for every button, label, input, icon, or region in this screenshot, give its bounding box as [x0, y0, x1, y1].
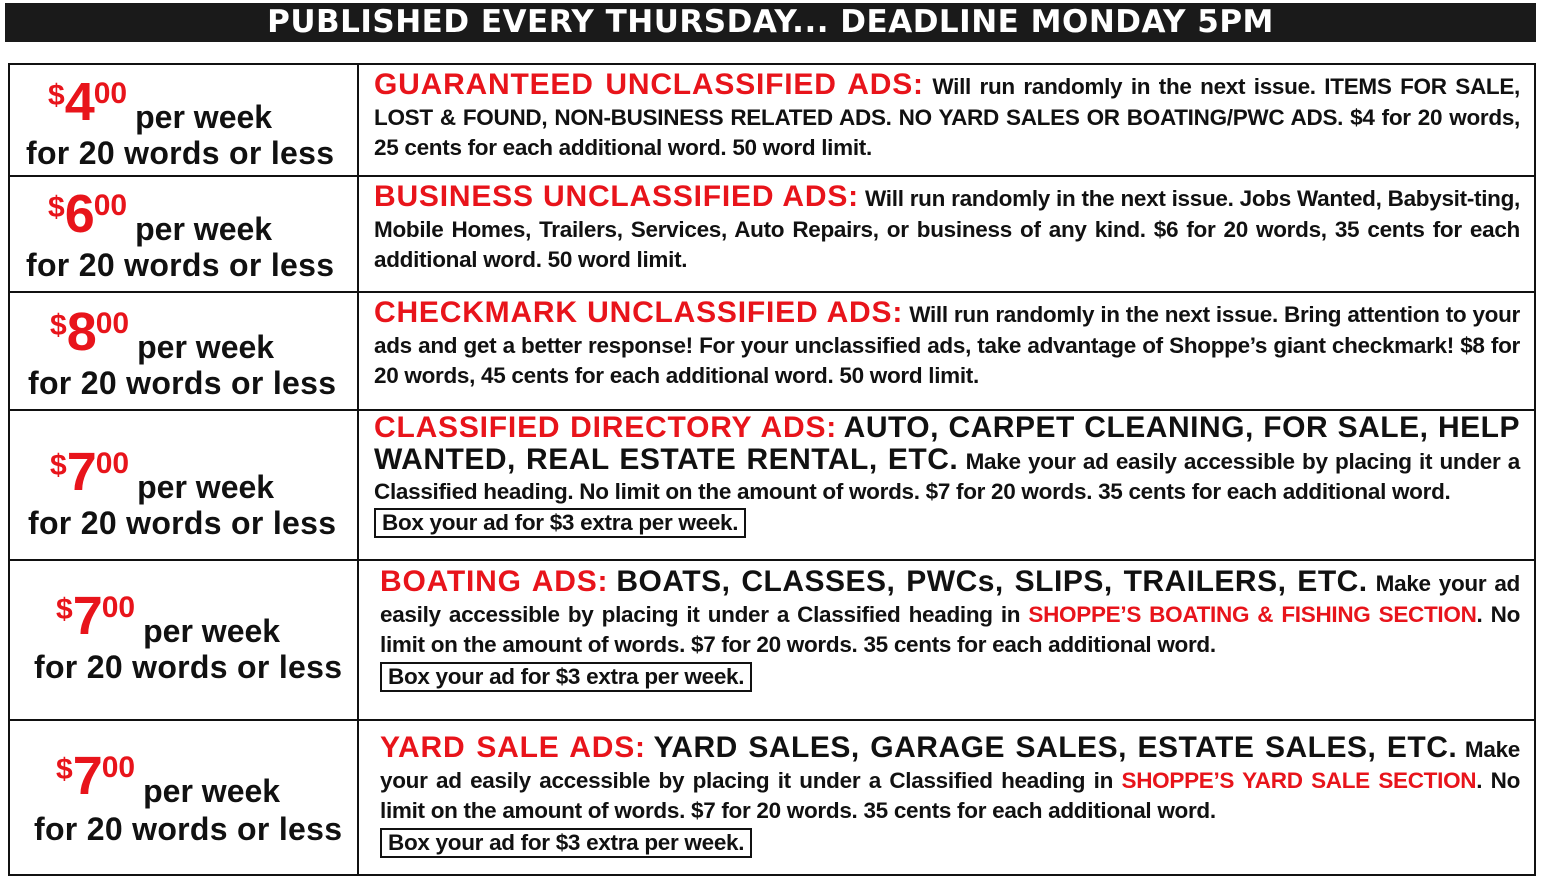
section-name: SHOPPE’S BOATING & FISHING SECTION: [1028, 601, 1477, 627]
ad-type-heading: CHECKMARK UNCLASSIFIED ADS:: [374, 296, 904, 329]
rate-row-classified-directory: [10, 411, 1534, 561]
price-amount: 7: [72, 746, 102, 806]
price-cell: [10, 177, 359, 291]
rate-row-checkmark: [10, 293, 1534, 411]
ad-type-heading: BOATING ADS:: [380, 565, 609, 598]
per-week-label: per week: [135, 211, 273, 247]
word-count-label: for 20 words or less: [34, 811, 343, 847]
per-week-label: per week: [137, 469, 275, 505]
word-count-label: for 20 words or less: [28, 365, 337, 401]
price: [56, 586, 281, 649]
price-cell: [10, 293, 359, 409]
ad-categories: AUTO, CARPET CLEANING, FOR SALE, HELP WANTED, REAL ESTATE RENTAL, ETC.: [374, 411, 1520, 476]
ad-type-heading: BUSINESS UNCLASSIFIED ADS:: [374, 180, 859, 213]
ad-description-continued: . No limit on the amount of words. $7 for 20 words. 35 cents for each additional word.: [380, 767, 1521, 823]
rate-row-yard-sale: [10, 721, 1534, 874]
per-week-label: per week: [137, 329, 275, 365]
ad-type-heading: CLASSIFIED DIRECTORY ADS:: [374, 411, 838, 444]
word-count-label: for 20 words or less: [26, 135, 335, 171]
description-cell: [359, 65, 1534, 175]
dollar-sign: $: [50, 309, 67, 342]
per-week-label: per week: [135, 99, 273, 135]
price: [56, 746, 281, 809]
rate-row-guaranteed: [10, 65, 1534, 177]
description-cell: [359, 411, 1534, 559]
ad-description: Will run randomly in the next issue. Jobs Wanted, Babysit-ting, Mobile Homes, Trailers, Services, Auto Repairs, or business of any kind. $6 for 20 words, 35 cents for each additional word. 50 word limit.: [374, 186, 1520, 272]
dollar-sign: $: [56, 593, 73, 626]
box-ad-note: Box your ad for $3 extra per week.: [374, 508, 746, 538]
per-week-label: per week: [143, 773, 281, 809]
per-week-label: per week: [143, 613, 281, 649]
ad-description: Make your ad easily accessible by placing it under a Classified heading in: [380, 737, 1521, 793]
deadline-banner: PUBLISHED EVERY THURSDAY... DEADLINE MONDAY 5PM: [5, 3, 1536, 42]
rate-row-business: [10, 177, 1534, 293]
ad-description: Will run randomly in the next issue. Bring attention to your ads and get a better response! For your unclassified ads, take advantage of Shoppe’s giant checkmark! $8 for 20 words, 45 cents for each additional word. 50 word limit.: [374, 302, 1521, 388]
price-amount: 6: [64, 184, 94, 244]
price-cell: [10, 65, 359, 175]
description-cell: [359, 561, 1534, 719]
description-cell: [359, 177, 1534, 291]
price-amount: 7: [66, 442, 96, 502]
price: [50, 302, 275, 365]
dollar-sign: $: [50, 449, 67, 482]
ad-description: Make your ad easily accessible by placing it under a Classified heading in: [380, 571, 1520, 627]
ad-type-heading: GUARANTEED UNCLASSIFIED ADS:: [374, 68, 924, 101]
rate-row-boating: [10, 561, 1534, 721]
price-amount: 8: [66, 302, 96, 362]
price-cents: 00: [93, 189, 128, 222]
price-cents: 00: [93, 77, 128, 110]
section-name: SHOPPE’S YARD SALE SECTION: [1121, 767, 1477, 793]
box-ad-note: Box your ad for $3 extra per week.: [380, 662, 752, 692]
box-ad-note: Box your ad for $3 extra per week.: [380, 828, 752, 858]
price-cell: [10, 561, 359, 719]
ad-description-continued: . No limit on the amount of words. $7 for 20 words. 35 cents for each additional word.: [380, 601, 1521, 657]
price: [50, 442, 275, 505]
price-cell: [10, 721, 359, 874]
price-amount: 7: [72, 586, 102, 646]
description-cell: [359, 721, 1534, 874]
ad-categories: YARD SALES, GARAGE SALES, ESTATE SALES, ETC.: [653, 731, 1458, 764]
price-cents: 00: [101, 751, 136, 784]
price: [48, 72, 273, 135]
word-count-label: for 20 words or less: [34, 649, 343, 685]
price-cents: 00: [95, 447, 130, 480]
dollar-sign: $: [56, 753, 73, 786]
price-cell: [10, 411, 359, 559]
ad-type-heading: YARD SALE ADS:: [380, 731, 646, 764]
ad-rates-table: [8, 63, 1536, 876]
price: [48, 184, 273, 247]
ad-categories: BOATS, CLASSES, PWCs, SLIPS, TRAILERS, ETC.: [616, 565, 1368, 598]
ad-description: Make your ad easily accessible by placing it under a Classified heading. No limit on the amount of words. $7 for 20 words. 35 cents for each additional word.: [374, 449, 1521, 504]
price-cents: 00: [101, 591, 136, 624]
word-count-label: for 20 words or less: [28, 505, 337, 541]
description-cell: [359, 293, 1534, 409]
dollar-sign: $: [48, 79, 65, 112]
price-amount: 4: [64, 72, 94, 132]
price-cents: 00: [95, 307, 130, 340]
word-count-label: for 20 words or less: [26, 247, 335, 283]
ad-description: Will run randomly in the next issue. ITEMS FOR SALE, LOST & FOUND, NON-BUSINESS RELATED ADS. NO YARD SALES OR BOATING/PWC ADS. $4 for 20 words, 25 cents for each additional word. 50 word limit.: [374, 74, 1520, 160]
dollar-sign: $: [48, 191, 65, 224]
